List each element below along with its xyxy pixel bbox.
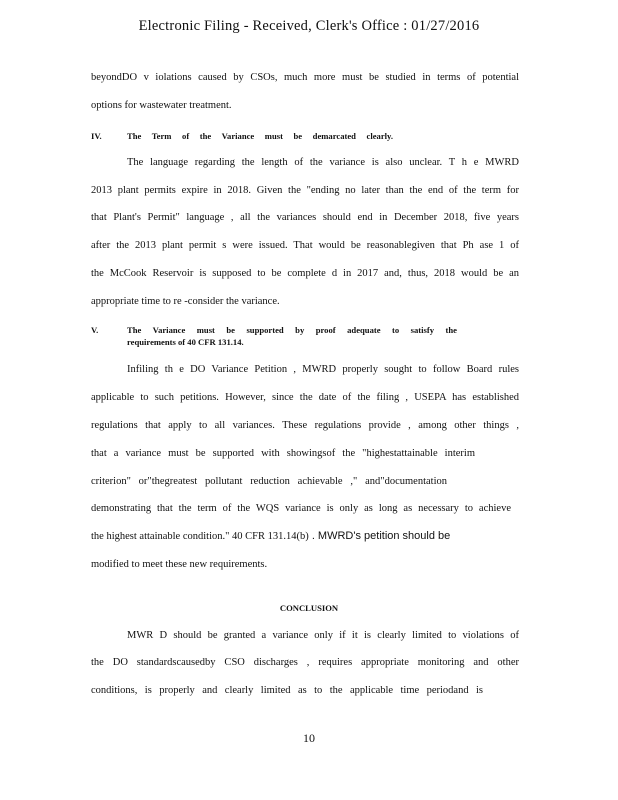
body-line: modified to meet these new requirements.: [91, 559, 268, 570]
body-line: applicable to such petitions. However, since the date of the filing , USEPA has established: [91, 392, 519, 403]
section-title-continued: requirements of 40 CFR 131.14.: [127, 337, 244, 347]
body-line: options for wastewater treatment.: [91, 100, 232, 111]
section-title: The Variance must be supported by proof adequate to satisfy the: [127, 325, 457, 335]
conclusion-heading: CONCLUSION: [279, 603, 339, 613]
body-line: beyondDO v iolations caused by CSOs, much more must be studied in terms of potential: [91, 72, 519, 83]
section-number: IV.: [91, 131, 102, 141]
body-line: that Plant's Permit" language , all the variances should end in December 2018, five years: [91, 212, 519, 223]
body-line: regulations that apply to all variances. These regulations provide , among other things ,: [91, 420, 519, 431]
body-line: 2013 plant permits expire in 2018. Given the "ending no later than the end of the term for: [91, 185, 519, 196]
body-line: MWR D should be granted a variance only if it is clearly limited to violations of: [127, 630, 519, 641]
section-number: V.: [91, 325, 99, 335]
section-title: The Term of the Variance must be demarcated clearly.: [127, 131, 393, 141]
body-line: the McCook Reservoir is supposed to be complete d in 2017 and, thus, 2018 would be an: [91, 268, 519, 279]
body-line: appropriate time to re -consider the variance.: [91, 296, 280, 307]
page-number: 10: [303, 731, 315, 745]
body-line: [91, 530, 450, 542]
body-line: Infiling th e DO Variance Petition , MWRD properly sought to follow Board rules: [127, 364, 519, 375]
body-line-text: the highest attainable condition." 40 CFR 131.14(b): [91, 531, 309, 542]
section-heading-v: [91, 325, 461, 349]
body-line: demonstrating that the term of the WQS variance is only as long as necessary to achieve: [91, 503, 511, 514]
body-line: conditions, is properly and clearly limited as to the applicable time periodand is: [91, 685, 483, 696]
body-line: criterion" or"thegreatest pollutant reduction achievable ," and"documentation: [91, 476, 447, 487]
body-line: after the 2013 plant permit s were issued. That would be reasonablegiven that Ph ase 1 of: [91, 240, 519, 251]
body-line-text-sans: . MWRD's petition should be: [308, 530, 451, 542]
body-line: the DO standardscausedby CSO discharges , requires appropriate monitoring and other: [91, 657, 519, 668]
body-line: that a variance must be supported with showingsof the "highestattainable interim: [91, 448, 475, 459]
filing-header: Electronic Filing - Received, Clerk's Office : 01/27/2016: [138, 18, 480, 34]
body-line: The language regarding the length of the variance is also unclear. T h e MWRD: [127, 157, 519, 168]
